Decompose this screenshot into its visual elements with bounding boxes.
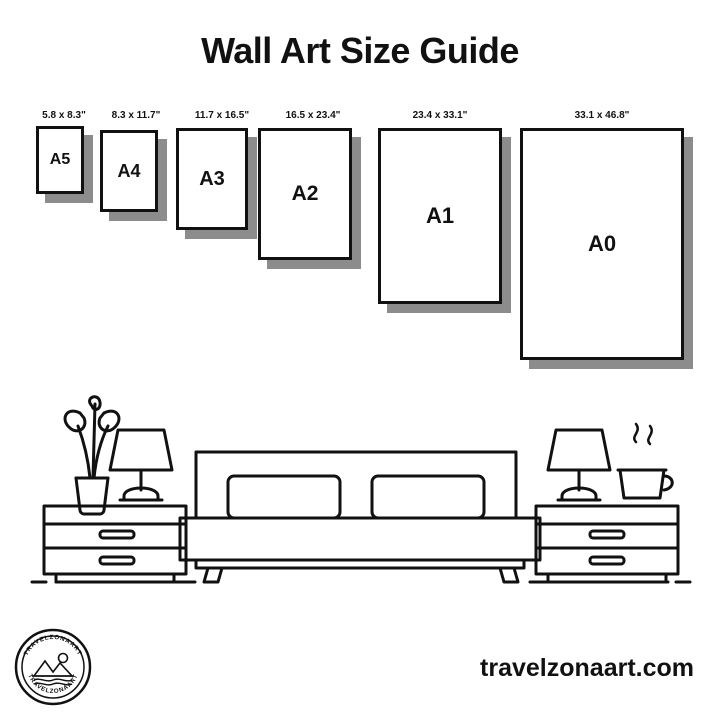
frame-dimension-a2: 16.5 x 23.4" [285,110,341,121]
svg-text:TRAVELZONAART: TRAVELZONAART [26,673,80,696]
frame-label-a0: A0 [587,231,617,256]
frame-dimension-a0: 33.1 x 46.8" [574,110,630,121]
frame-a2 [258,128,352,260]
plant-left [65,397,119,514]
frame-group-a5 [36,110,92,200]
frame-a3 [176,128,248,230]
frame-dimension-a1: 23.4 x 33.1" [412,110,468,121]
frame-label-a4: A4 [117,160,141,181]
frame-dimension-a3: 11.7 x 16.5" [194,110,250,121]
frame-label-a1: A1 [425,203,455,228]
footer [0,610,720,720]
frame-label-a2: A2 [291,182,319,205]
svg-text:TRAVELZONAART: TRAVELZONAART [22,633,84,657]
frame-label-a3: A3 [199,167,225,190]
frame-group-a0 [520,110,700,400]
frame-a0 [520,128,684,360]
frame-size-comparison [0,110,720,410]
brand-logo [14,628,92,706]
lamp-right [548,430,610,500]
frame-group-a4 [100,110,176,220]
page-title: Wall Art Size Guide [201,30,519,71]
nightstand-left [44,506,186,582]
nightstand-right [536,506,678,582]
frame-label-a5: A5 [49,151,71,168]
frame-dimension-a4: 8.3 x 11.7" [111,110,161,121]
frame-dimension-a5: 5.8 x 8.3" [42,110,86,121]
frame-a1 [378,128,502,304]
website-url: travelzonaart.com [480,654,694,682]
coffee-cup [618,424,672,498]
frame-group-a1 [378,110,528,330]
frame-a4 [100,130,158,212]
lamp-left [110,430,172,500]
frame-a5 [36,126,84,194]
bedroom-illustration [0,378,720,608]
bed [180,452,540,582]
frame-group-a2 [258,110,388,290]
